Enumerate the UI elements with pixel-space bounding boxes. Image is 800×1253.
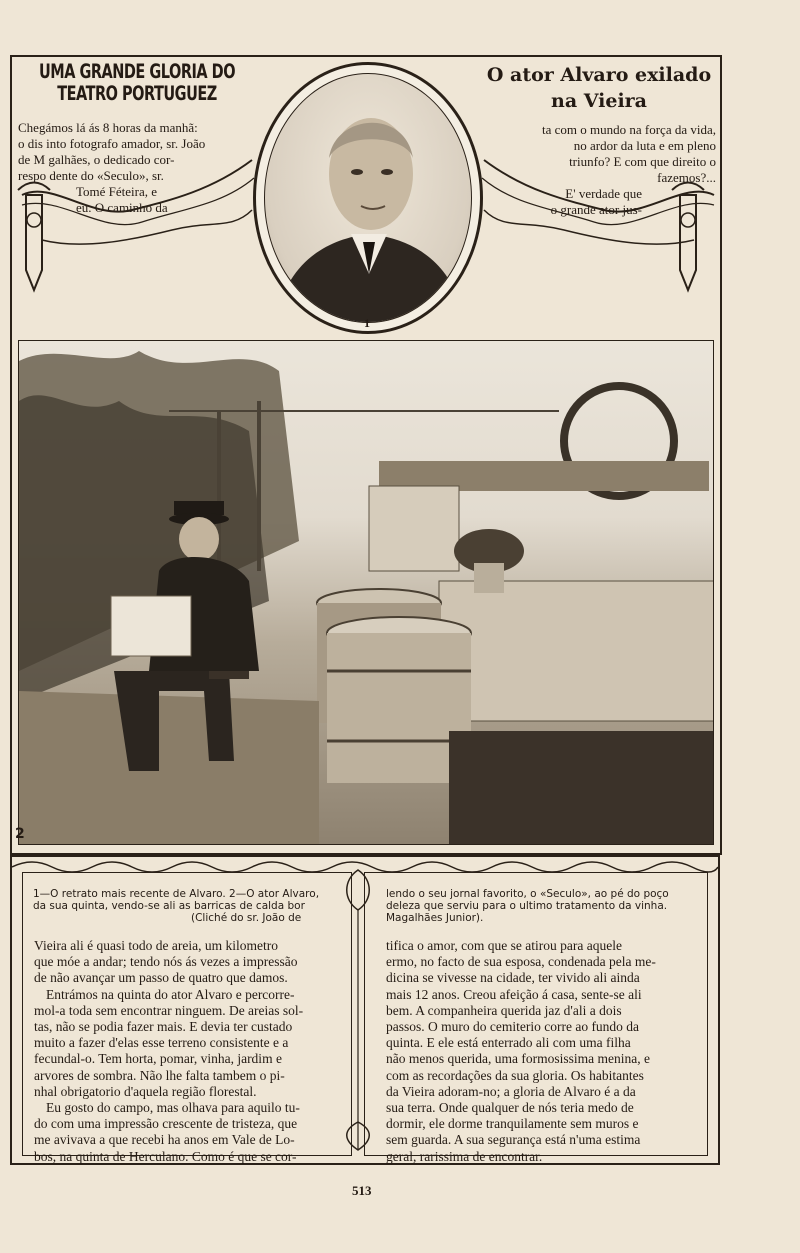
portrait-figure — [265, 74, 472, 323]
caption-line: deleza que serviu para o ultimo tratamento da vinha. — [386, 900, 668, 912]
text-line: arvores de sombra. Não lhe falta tambem o pi- — [34, 1067, 285, 1083]
text-line: Entrámos na quinta do ator Alvaro e percorre- — [46, 986, 295, 1002]
text-line: que móe a andar; tendo nós ás vezes a impressão — [34, 954, 298, 970]
text-line: E' verdade que — [565, 186, 642, 201]
text-line: triunfo? E com que direito o — [569, 154, 716, 169]
text-line: Tomé Féteira, e — [76, 184, 158, 199]
text-line: fazemos?... — [657, 170, 716, 185]
caption-line: Magalhães Junior). — [386, 912, 484, 924]
text-line: ta com o mundo na força da vida, — [542, 122, 716, 137]
text-line: de não avançar um passo de quatro que damos. — [34, 970, 288, 986]
text-line: fecundal-o. Tem horta, pomar, vinha, jardim e — [34, 1051, 282, 1067]
photo-number: 2 — [15, 826, 25, 842]
text-line: Chegámos lá ás 8 horas da manhã: — [18, 120, 198, 135]
body-right-column — [386, 938, 700, 1165]
text-line: bos, na quinta de Herculano. Como é que se cor- — [34, 1148, 297, 1164]
portrait-photo — [264, 73, 472, 323]
text-line: passos. O muro do cemiterio corre ao fundo da — [386, 1019, 640, 1035]
text-line: mais 12 anos. Creou afeição á casa, sente-se ali — [386, 986, 642, 1002]
text-line: respo dente do «Seculo», sr. — [18, 168, 164, 183]
text-line: bem. A companheira querida jaz d'ali a dois — [386, 1002, 622, 1018]
text-line: dormir, ele dorme tranquilamente sem muros e — [386, 1116, 639, 1132]
caption-line: (Cliché do sr. João de — [191, 912, 302, 924]
text-line: mol-a toda sem encontrar ninguem. De areias sol- — [34, 1002, 304, 1018]
text-line: dicina se vivesse na cidade, ter vivido ali ainda — [386, 970, 640, 986]
text-line: do com uma impressão crescente de tristeza, que — [34, 1116, 298, 1132]
text-line: geral, rarissima de encontrar. — [386, 1148, 543, 1164]
text-line: ermo, no facto de sua esposa, condenada pela me- — [386, 954, 656, 970]
title-line: O ator Alvaro exilado — [486, 64, 712, 86]
text-line: o dis into fotografo amador, sr. João — [18, 136, 206, 151]
text-line: sua terra. Onde qualquer de nós teria medo de — [386, 1100, 634, 1116]
right-article — [482, 62, 716, 217]
text-line: com as recordações da sua gloria. Os habitantes — [386, 1067, 644, 1083]
caption-line: 1—O retrato mais recente de Alvaro. 2—O ator Alvaro, — [33, 888, 320, 900]
text-line: nhal obrigatorio d'aquela região florestal. — [34, 1083, 257, 1099]
text-line: não menos querida, uma formosissima menina, e — [386, 1051, 650, 1067]
left-article-title: UMA GRANDE GLORIA DO TEATRO PORTUGUEZ — [38, 62, 236, 106]
right-article-title — [482, 62, 716, 114]
portrait-number: 1 — [364, 316, 370, 330]
page-number: 513 — [352, 1183, 372, 1198]
text-line: o grande ator jus- — [550, 202, 642, 217]
text-line: quinta. E ele está enterrado ali com uma filha — [386, 1035, 631, 1051]
text-line: de M galhães, o dedicado cor- — [18, 152, 175, 167]
garden-photo — [18, 340, 714, 845]
left-article — [18, 62, 256, 215]
caption-left — [33, 888, 319, 924]
text-line: eu. O caminho da — [76, 200, 168, 215]
caption-right — [386, 888, 669, 924]
text-line: Vieira ali é quasi todo de areia, um kilometro — [34, 938, 278, 953]
right-ornament — [478, 150, 724, 300]
body-left-column — [34, 938, 340, 1165]
garden-scene — [19, 341, 714, 845]
text-line: tifica o amor, com que se atirou para aquele — [386, 938, 622, 953]
text-line: Eu gosto do campo, mas olhava para aquilo tu- — [46, 1100, 300, 1116]
text-line: sem guarda. A sua segurança está n'uma estima — [386, 1132, 641, 1148]
text-line: tas, não se podia fazer mais. E devia ter custado — [34, 1019, 293, 1035]
text-line: me avivava a que recebi ha anos em Vale de Lo- — [34, 1132, 295, 1148]
text-line: no ardor da luta e em pleno — [573, 138, 716, 153]
text-line: da Vieira adoram-no; a gloria de Alvaro é a da — [386, 1083, 636, 1099]
portrait-oval — [253, 62, 483, 334]
title-line: na Vieira — [551, 90, 647, 112]
text-line: muito a fazer d'elas esse terreno consistente e a — [34, 1035, 289, 1051]
left-ornament — [12, 150, 262, 300]
caption-line: lendo o seu jornal favorito, o «Seculo», ao pé do poço — [386, 888, 669, 900]
caption-line: da sua quinta, vendo-se ali as barricas de calda bor — [33, 900, 305, 912]
